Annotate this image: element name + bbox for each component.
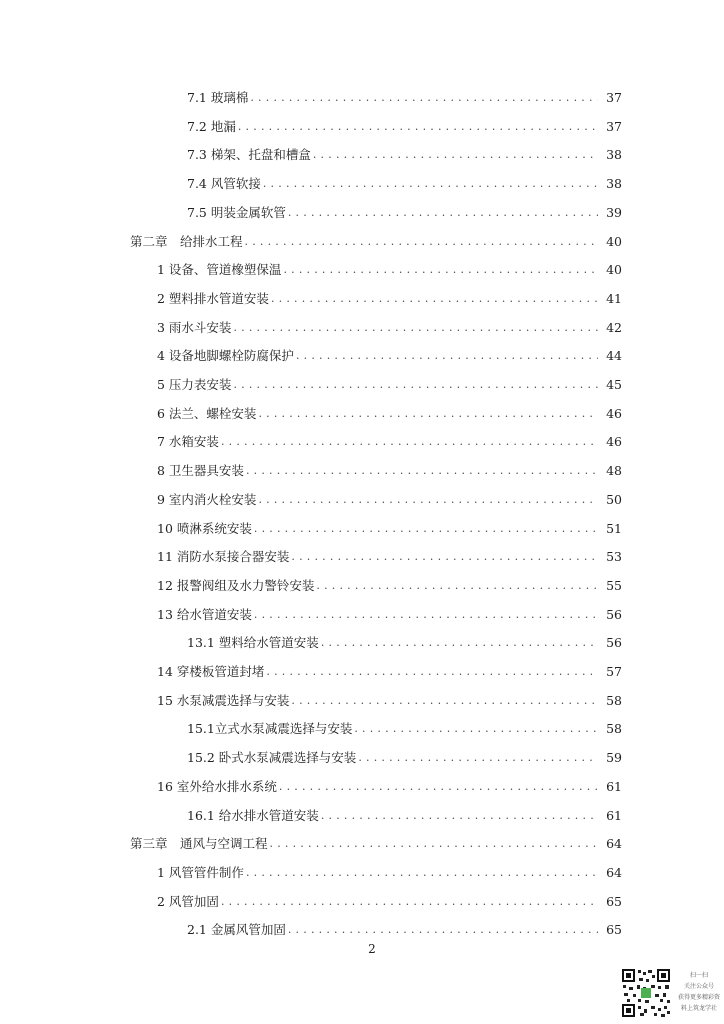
toc-entry[interactable] bbox=[157, 260, 622, 280]
toc-entry[interactable] bbox=[187, 145, 622, 165]
toc-entry-title: 16 室外给水排水系统 bbox=[157, 779, 277, 794]
qr-caption-line: 料上筑龙学社 bbox=[680, 1005, 717, 1012]
toc-entry-title: 7.4 风管软接 bbox=[187, 176, 261, 191]
toc-leader-dots bbox=[221, 432, 598, 452]
toc-entry-title: 2 风管加固 bbox=[157, 894, 219, 909]
qr-code bbox=[621, 968, 671, 1018]
toc-leader-dots bbox=[246, 461, 598, 481]
toc-entry-page: 37 bbox=[606, 119, 622, 134]
toc-entry[interactable] bbox=[157, 404, 622, 424]
toc-entry-title: 7.1 玻璃棉 bbox=[187, 90, 249, 105]
toc-entry-page: 38 bbox=[606, 176, 622, 191]
toc-entry-title: 7.3 梯架、托盘和槽盒 bbox=[187, 147, 311, 162]
toc-entry-page: 50 bbox=[606, 492, 622, 507]
toc-entry[interactable] bbox=[187, 88, 622, 108]
toc-entry-title: 1 风管管件制作 bbox=[157, 865, 244, 880]
toc-entry-title: 12 报警阀组及水力警铃安装 bbox=[157, 578, 315, 593]
toc-entry[interactable] bbox=[157, 691, 622, 711]
toc-entry[interactable] bbox=[157, 461, 622, 481]
qr-caption-line: 获得更多精彩资 bbox=[677, 994, 720, 1001]
toc-entry-page: 48 bbox=[606, 463, 622, 478]
toc-entry-page: 58 bbox=[606, 721, 622, 736]
toc-leader-dots bbox=[270, 834, 598, 854]
toc-entry[interactable] bbox=[157, 490, 622, 510]
toc-entry-title: 7.2 地漏 bbox=[187, 119, 236, 134]
toc-entry-title: 8 卫生器具安装 bbox=[157, 463, 244, 478]
toc-entry[interactable] bbox=[187, 633, 622, 653]
toc-leader-dots bbox=[321, 633, 598, 653]
toc-entry[interactable] bbox=[187, 117, 622, 137]
toc-leader-dots bbox=[250, 88, 598, 108]
toc-entry-page: 58 bbox=[606, 693, 622, 708]
toc-leader-dots bbox=[296, 346, 598, 366]
toc-leader-dots bbox=[254, 519, 598, 539]
toc-entry-page: 41 bbox=[606, 291, 622, 306]
toc-leader-dots bbox=[291, 691, 598, 711]
toc-leader-dots bbox=[221, 892, 598, 912]
qr-caption-line: 关注公众号 bbox=[683, 983, 714, 990]
toc-entry[interactable] bbox=[157, 605, 622, 625]
toc-entry-title: 第二章 给排水工程 bbox=[130, 234, 243, 249]
toc-entry-page: 44 bbox=[606, 348, 622, 363]
toc-entry-page: 65 bbox=[606, 922, 622, 937]
toc-entry[interactable] bbox=[187, 806, 622, 826]
toc-entry-page: 65 bbox=[606, 894, 622, 909]
toc-leader-dots bbox=[288, 203, 598, 223]
toc-entry-title: 3 雨水斗安装 bbox=[157, 320, 232, 335]
toc-entry[interactable] bbox=[157, 432, 622, 452]
toc-entry-page: 55 bbox=[606, 578, 622, 593]
toc-leader-dots bbox=[291, 547, 598, 567]
toc-entry-title: 11 消防水泵接合器安装 bbox=[157, 549, 290, 564]
toc-entry[interactable] bbox=[130, 232, 622, 252]
toc-entry-title: 4 设备地脚螺栓防腐保护 bbox=[157, 348, 294, 363]
toc-entry-page: 39 bbox=[606, 205, 622, 220]
toc-entry-title: 16.1 给水排水管道安装 bbox=[187, 808, 319, 823]
toc-entry[interactable] bbox=[157, 318, 622, 338]
toc-entry-page: 56 bbox=[606, 635, 622, 650]
toc-entry[interactable] bbox=[157, 576, 622, 596]
toc-entry-page: 53 bbox=[606, 549, 622, 564]
toc-entry-page: 40 bbox=[606, 234, 622, 249]
toc-leader-dots bbox=[283, 260, 598, 280]
toc-entry[interactable] bbox=[157, 777, 622, 797]
toc-entry-page: 42 bbox=[606, 320, 622, 335]
toc-entry-page: 37 bbox=[606, 90, 622, 105]
toc-entry[interactable] bbox=[157, 547, 622, 567]
toc-leader-dots bbox=[254, 605, 598, 625]
toc-leader-dots bbox=[233, 375, 598, 395]
toc-entry[interactable] bbox=[157, 863, 622, 883]
toc-entry[interactable] bbox=[130, 834, 622, 854]
toc-leader-dots bbox=[316, 576, 598, 596]
toc-entry-page: 56 bbox=[606, 607, 622, 622]
toc-entry-title: 第三章 通风与空调工程 bbox=[130, 836, 268, 851]
toc-entry[interactable] bbox=[157, 375, 622, 395]
toc-leader-dots bbox=[358, 748, 598, 768]
toc-entry-page: 51 bbox=[606, 521, 622, 536]
toc-entry[interactable] bbox=[187, 174, 622, 194]
toc-entry-title: 15.1立式水泵减震选择与安装 bbox=[187, 721, 353, 736]
toc-leader-dots bbox=[246, 863, 598, 883]
toc-entry[interactable] bbox=[157, 892, 622, 912]
toc-entry-page: 57 bbox=[606, 664, 622, 679]
toc-entry[interactable] bbox=[187, 920, 622, 940]
toc-leader-dots bbox=[279, 777, 598, 797]
toc-entry-title: 2.1 金属风管加固 bbox=[187, 922, 286, 937]
toc-entry[interactable] bbox=[157, 346, 622, 366]
toc-entry-page: 61 bbox=[606, 779, 622, 794]
toc-entry-page: 59 bbox=[606, 750, 622, 765]
toc-leader-dots bbox=[258, 490, 598, 510]
toc-entry-title: 10 喷淋系统安装 bbox=[157, 521, 252, 536]
toc-entry[interactable] bbox=[157, 662, 622, 682]
toc-entry-title: 9 室内消火栓安装 bbox=[157, 492, 257, 507]
toc-leader-dots bbox=[288, 920, 598, 940]
qr-caption-line: 扫一扫 bbox=[689, 972, 708, 979]
toc-entry-page: 64 bbox=[606, 836, 622, 851]
toc-leader-dots bbox=[238, 117, 598, 137]
toc-entry-title: 14 穿楼板管道封堵 bbox=[157, 664, 265, 679]
toc-entry-title: 13.1 塑料给水管道安装 bbox=[187, 635, 319, 650]
toc-entry[interactable] bbox=[187, 203, 622, 223]
toc-entry-title: 7.5 明装金属软管 bbox=[187, 205, 286, 220]
toc-leader-dots bbox=[245, 232, 598, 252]
toc-entry[interactable] bbox=[157, 289, 622, 309]
toc-entry-title: 1 设备、管道橡塑保温 bbox=[157, 262, 282, 277]
toc-entry[interactable] bbox=[187, 748, 622, 768]
page-number: 2 bbox=[368, 942, 376, 956]
toc-entry-page: 61 bbox=[606, 808, 622, 823]
toc-leader-dots bbox=[266, 662, 598, 682]
toc-entry-title: 6 法兰、螺栓安装 bbox=[157, 406, 257, 421]
toc-leader-dots bbox=[263, 174, 598, 194]
toc-leader-dots bbox=[354, 719, 598, 739]
toc-entry-page: 40 bbox=[606, 262, 622, 277]
toc-leader-dots bbox=[321, 806, 598, 826]
qr-caption bbox=[676, 970, 722, 1014]
toc-entry[interactable] bbox=[187, 719, 622, 739]
toc-entry[interactable] bbox=[157, 519, 622, 539]
toc-entry-page: 46 bbox=[606, 406, 622, 421]
qr-code-icon bbox=[621, 968, 671, 1018]
toc-entry-title: 13 给水管道安装 bbox=[157, 607, 252, 622]
toc-entry-page: 45 bbox=[606, 377, 622, 392]
toc-entry-title: 7 水箱安装 bbox=[157, 434, 219, 449]
toc-entry-title: 2 塑料排水管道安装 bbox=[157, 291, 269, 306]
toc-entry-page: 64 bbox=[606, 865, 622, 880]
toc-leader-dots bbox=[313, 145, 598, 165]
toc-leader-dots bbox=[258, 404, 598, 424]
toc-leader-dots bbox=[271, 289, 598, 309]
toc-entry-title: 5 压力表安装 bbox=[157, 377, 232, 392]
toc-entry-title: 15 水泵减震选择与安装 bbox=[157, 693, 290, 708]
toc-entry-page: 38 bbox=[606, 147, 622, 162]
toc-entry-page: 46 bbox=[606, 434, 622, 449]
toc-leader-dots bbox=[233, 318, 598, 338]
toc-entry-title: 15.2 卧式水泵减震选择与安装 bbox=[187, 750, 357, 765]
